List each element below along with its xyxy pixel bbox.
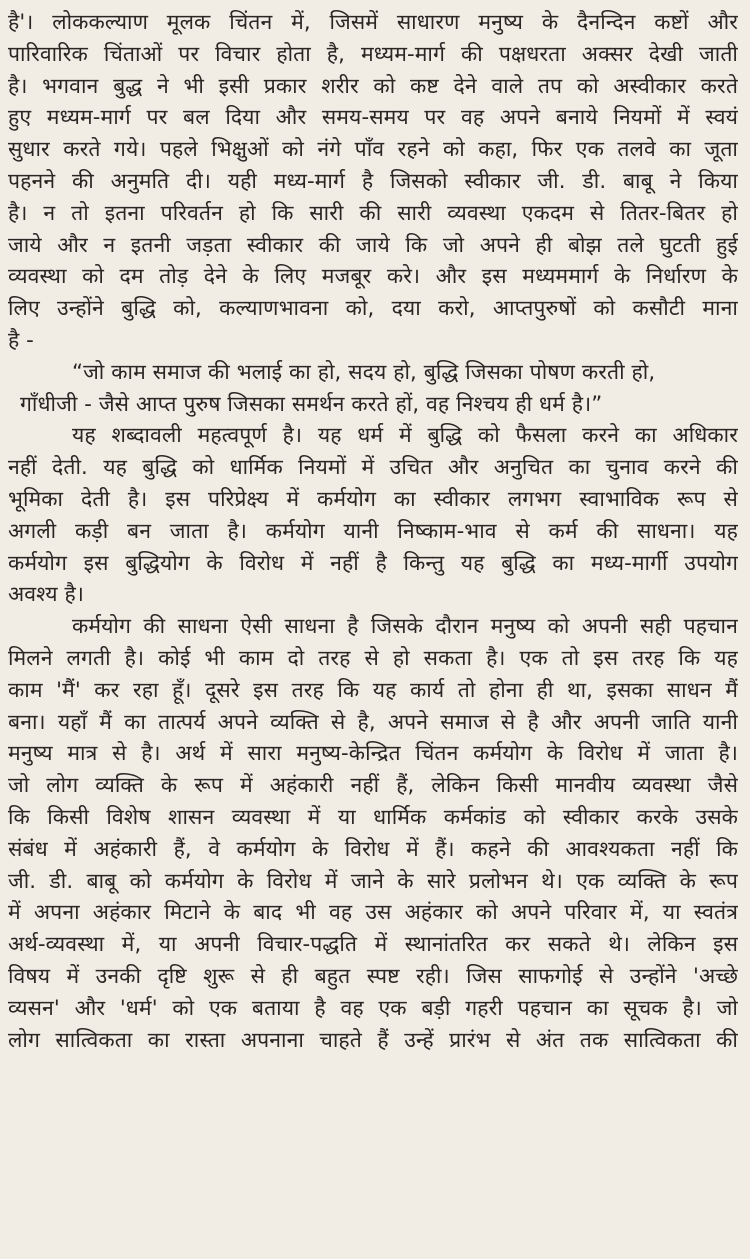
text-line: है। न तो इतना परिवर्तन हो कि सारी की सारी व्यवस्था एकदम से तितर-बितर हो: [8, 199, 738, 225]
text-line: अवश्य है।: [8, 581, 84, 607]
text-line: कर्मयोग इस बुद्धियोग के विरोध में नहीं है किन्तु यह बुद्धि का मध्य-मार्गी उपयोग: [8, 549, 738, 575]
text-line: नहीं देती. यह बुद्धि को धार्मिक नियमों में उचित और अनुचित का चुनाव करने की: [8, 454, 738, 480]
text-line: लोग सात्विकता का रास्ता अपनाना चाहते हैं उन्हें प्रारंभ से अंत तक सात्विकता की: [8, 1026, 738, 1052]
paragraph-karmayoga: [8, 610, 738, 1055]
text-line: अगली कड़ी बन जाता है। कर्मयोग यानी निष्काम-भाव से कर्म की साधना। यह: [8, 517, 738, 543]
text-line: बना। यहाँ मैं का तात्पर्य अपने व्यक्ति से है, अपने समाज से है और अपनी जाति यानी: [8, 708, 738, 734]
text-line: में अपना अहंकार मिटाने के बाद भी वह उस अहंकार को अपने परिवार में, या स्वतंत्र: [8, 899, 738, 925]
text-line: विषय में उनकी दृष्टि शुरू से ही बहुत स्पष्ट रही। जिस साफगोई से उन्होंने 'अच्छे: [8, 962, 738, 988]
text-line: अर्थ-व्यवस्था में, या अपनी विचार-पद्धति में स्थानांतरित कर सकते थे। लेकिन इस: [8, 931, 738, 957]
paragraph-middle-path: [8, 6, 738, 356]
paragraph-terminology: [8, 419, 738, 610]
text-line: व्यवस्था को दम तोड़ देने के लिए मजबूर करे। और इस मध्यममार्ग के निर्धारण के: [8, 263, 738, 289]
text-line: हुए मध्यम-मार्ग पर बल दिया और समय-समय पर वह अपने बनाये नियमों में स्वयं: [8, 104, 738, 130]
block-quote: [8, 356, 738, 420]
text-line: है। भगवान बुद्ध ने भी इसी प्रकार शरीर को कष्ट देने वाले तप को अस्वीकार करते: [8, 72, 738, 98]
text-line: भूमिका देती है। इस परिप्रेक्ष्य में कर्मयोग का स्वीकार लगभग स्वाभाविक रूप से: [8, 485, 738, 511]
text-line: संबंध में अहंकारी हैं, वे कर्मयोग के विरोध में हैं। कहने की आवश्यकता नहीं कि: [8, 835, 738, 861]
text-line: पारिवारिक चिंताओं पर विचार होता है, मध्यम-मार्ग की पक्षधरता अक्सर देखी जाती: [8, 40, 738, 66]
text-line: जी. डी. बाबू को कर्मयोग के विरोध में जाने के सारे प्रलोभन थे। एक व्यक्ति के रूप: [8, 867, 738, 893]
text-line: जो लोग व्यक्ति के रूप में अहंकारी नहीं हैं, लेकिन किसी मानवीय व्यवस्था जैसे: [8, 772, 738, 798]
text-line: मिलने लगती है। कोई भी काम दो तरह से हो सकता है। एक तो इस तरह कि यह: [8, 644, 738, 670]
text-line: कि किसी विशेष शासन व्यवस्था में या धार्मिक कर्मकांड को स्वीकार करके उसके: [8, 803, 738, 829]
quote-line: गाँधीजी - जैसे आप्त पुरुष जिसका समर्थन करते हों, वह निश्चय ही धर्म है।”: [20, 390, 603, 416]
text-line: कर्मयोग की साधना ऐसी साधना है जिसके दौरान मनुष्य को अपनी सही पहचान: [72, 613, 738, 639]
text-line: यह शब्दावली महत्वपूर्ण है। यह धर्म में बुद्धि को फैसला करने का अधिकार: [72, 422, 738, 448]
text-line: मनुष्य मात्र से है। अर्थ में सारा मनुष्य-केन्द्रित चिंतन कर्मयोग के विरोध में जाता है।: [8, 740, 738, 766]
text-line: पहनने की अनुमति दी। यही मध्य-मार्ग है जिसको स्वीकार जी. डी. बाबू ने किया: [8, 167, 738, 193]
text-line: जाये और न इतनी जड़ता स्वीकार की जाये कि जो अपने ही बोझ तले घुटती हुई: [8, 231, 738, 257]
quote-line: “जो काम समाज की भलाई का हो, सदय हो, बुद्धि जिसका पोषण करती हो,: [72, 358, 656, 384]
text-line: लिए उन्होंने बुद्धि को, कल्याणभावना को, दया करो, आप्तपुरुषों को कसौटी माना: [8, 295, 738, 321]
text-line: है -: [8, 326, 34, 352]
text-line: व्यसन' और 'धर्म' को एक बताया है वह एक बड़ी गहरी पहचान का सूचक है। जो: [8, 994, 738, 1020]
text-line: सुधार करते गये। पहले भिक्षुओं को नंगे पाँव रहने को कहा, फिर एक तलवे का जूता: [8, 136, 738, 162]
text-line: काम 'मैं' कर रहा हूँ। दूसरे इस तरह कि यह कार्य तो होना ही था, इसका साधन मैं: [8, 676, 738, 702]
text-line: है'। लोककल्याण मूलक चिंतन में, जिसमें साधारण मनुष्य के दैनन्दिन कष्टों और: [8, 9, 738, 34]
